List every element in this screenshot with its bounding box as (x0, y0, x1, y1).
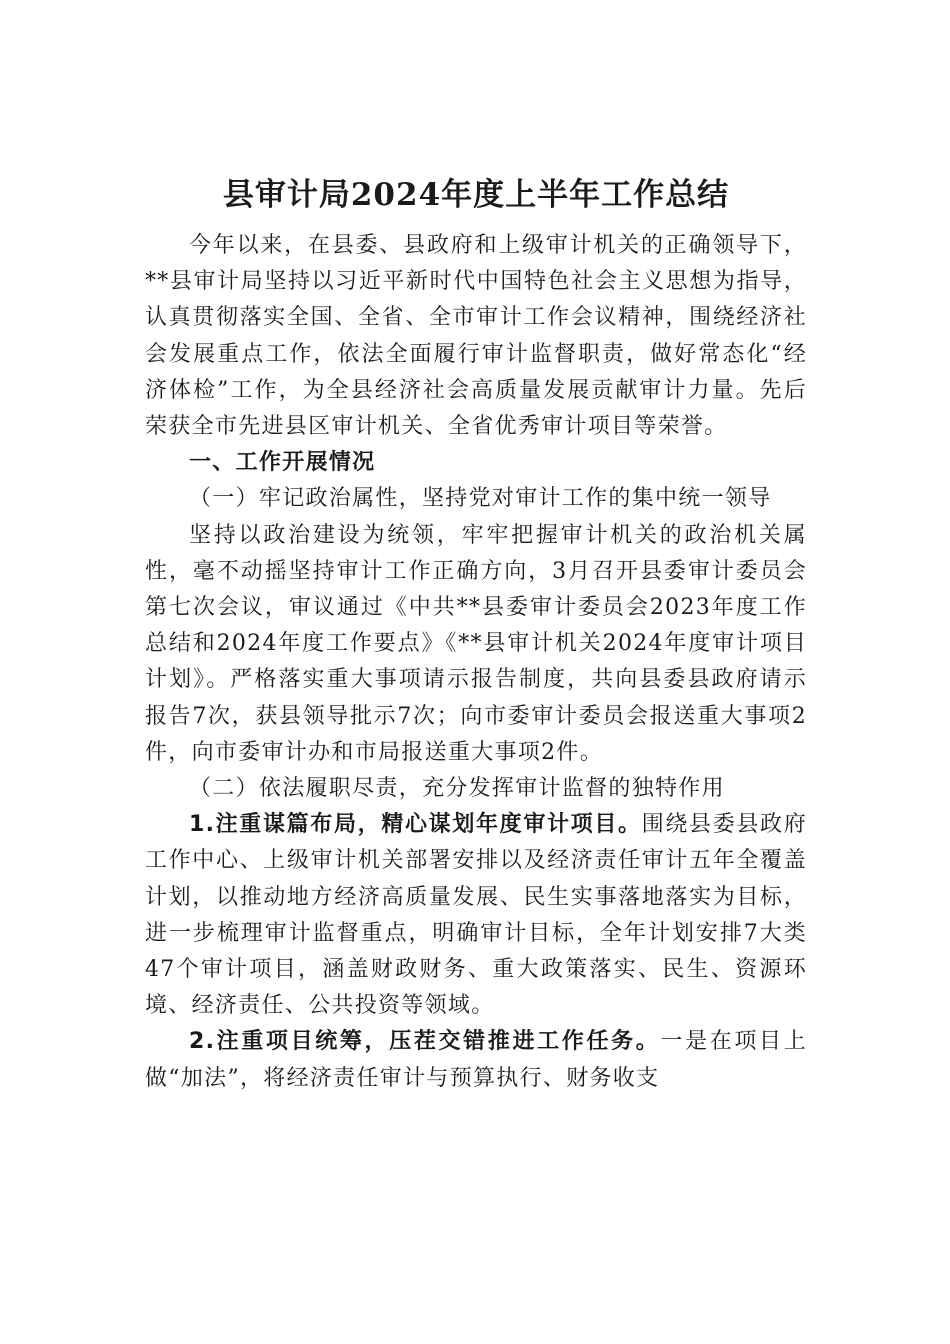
intro-paragraph: 今年以来，在县委、县政府和上级审计机关的正确领导下，**县审计局坚持以习近平新时代中国特色社会主义思想为指导，认真贯彻落实全国、全省、全市审计工作会议精神，围绕经济社会发展重点工作，依法全面履行审计监督职责，做好常态化“经济体检”工作，为全县经济社会高质量发展贡献审计力量。先后荣获全市先进县区审计机关、全省优秀审计项目等荣誉。 (145, 233, 807, 440)
item-lead-planning: 1.注重谋篇布局，精心谋划年度审计项目。 (189, 812, 642, 838)
item-body-coordination: 一是在项目上做“加法”，将经济责任审计与预算执行、财务收支 (145, 1029, 807, 1091)
subsection-heading-duty: （二）依法履职尽责，充分发挥审计监督的独特作用 (189, 776, 725, 802)
item-paragraph-planning (145, 807, 807, 1024)
document-title: 县审计局2024年度上半年工作总结 (222, 177, 730, 213)
section-heading-work-status: 一、工作开展情况 (189, 450, 376, 476)
item-body-planning: 围绕县委县政府工作中心、上级审计机关部署安排以及经济责任审计五年全覆盖计划，以推动地方经济高质量发展、民生实事落地落实为目标，进一步梳理审计监督重点，明确审计目标，全年计划安排7大类47个审计项目，涵盖财政财务、重大政策落实、民生、资源环境、经济责任、公共投资等领域。 (145, 812, 808, 1019)
subsection-paragraph-political: 坚持以政治建设为统领，牢牢把握审计机关的政治机关属性，毫不动摇坚持审计工作正确方向，3月召开县委审计委员会第七次会议，审议通过《中共**县委审计委员会2023年度工作总结和2024年度工作要点》《**县审计机关2024年度审计项目计划》。严格落实重大事项请示报告制度，共向县委县政府请示报告7次，获县领导批示7次；向市委审计委员会报送重大事项2件，向市委审计办和市局报送重大事项2件。 (145, 522, 807, 765)
document-body (145, 170, 807, 1097)
item-paragraph-coordination (145, 1024, 807, 1096)
item-lead-coordination: 2.注重项目统筹，压茬交错推进工作任务。 (189, 1029, 661, 1055)
subsection-heading-political: （一）牢记政治属性，坚持党对审计工作的集中统一领导 (189, 486, 772, 512)
